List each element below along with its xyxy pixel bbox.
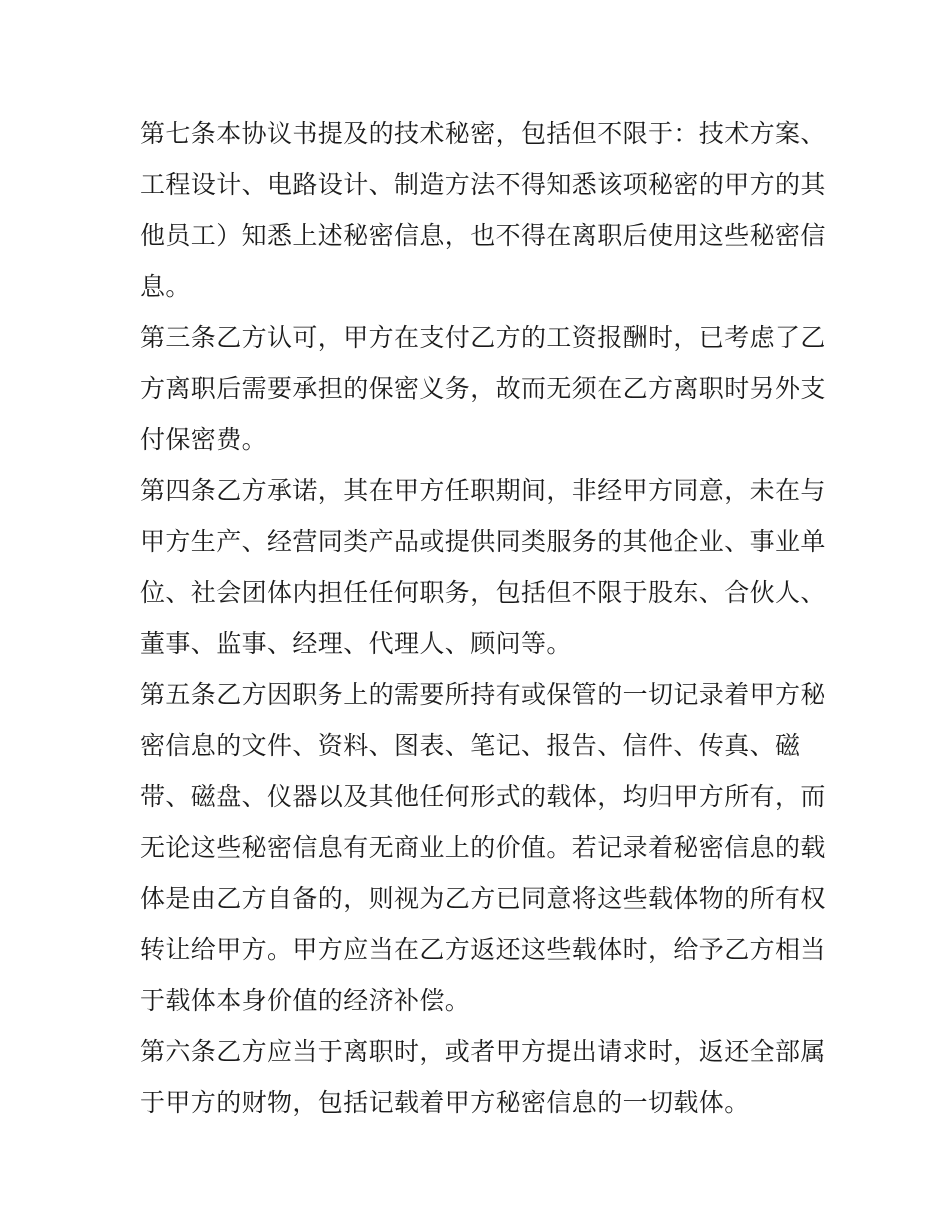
text-line: 于甲方的财物，包括记载着甲方秘密信息的一切载体。: [140, 1088, 750, 1117]
text-line: 第七条本协议书提及的技术秘密，包括但不限于：技术方案、: [140, 119, 826, 148]
text-line: 带、磁盘、仪器以及其他任何形式的载体，均归甲方所有，而: [140, 782, 826, 811]
text-line: 第三条乙方认可，甲方在支付乙方的工资报酬时，已考虑了乙: [140, 323, 826, 352]
text-line: 第六条乙方应当于离职时，或者甲方提出请求时，返还全部属: [140, 1037, 826, 1066]
text-line: 密信息的文件、资料、图表、笔记、报告、信件、传真、磁: [140, 731, 801, 760]
text-line: 工程设计、电路设计、制造方法不得知悉该项秘密的甲方的其: [140, 170, 826, 199]
text-line: 董事、监事、经理、代理人、顾问等。: [140, 629, 572, 658]
text-line: 方离职后需要承担的保密义务，故而无须在乙方离职时另外支: [140, 374, 826, 403]
text-line: 甲方生产、经营同类产品或提供同类服务的其他企业、事业单: [140, 527, 826, 556]
text-line: 于载体本身价值的经济补偿。: [140, 986, 471, 1015]
text-line: 息。: [140, 272, 191, 301]
text-line: 无论这些秘密信息有无商业上的价值。若记录着秘密信息的载: [140, 833, 826, 862]
text-line: 体是由乙方自备的，则视为乙方已同意将这些载体物的所有权: [140, 884, 826, 913]
text-line: 第四条乙方承诺，其在甲方任职期间，非经甲方同意，未在与: [140, 476, 826, 505]
text-line: 位、社会团体内担任任何职务，包括但不限于股东、合伙人、: [140, 578, 826, 607]
text-line: 他员工）知悉上述秘密信息，也不得在离职后使用这些秘密信: [140, 221, 826, 250]
text-line: 转让给甲方。甲方应当在乙方返还这些载体时，给予乙方相当: [140, 935, 826, 964]
text-line: 第五条乙方因职务上的需要所持有或保管的一切记录着甲方秘: [140, 680, 826, 709]
text-line: 付保密费。: [140, 425, 268, 454]
document-body: [140, 108, 826, 1128]
